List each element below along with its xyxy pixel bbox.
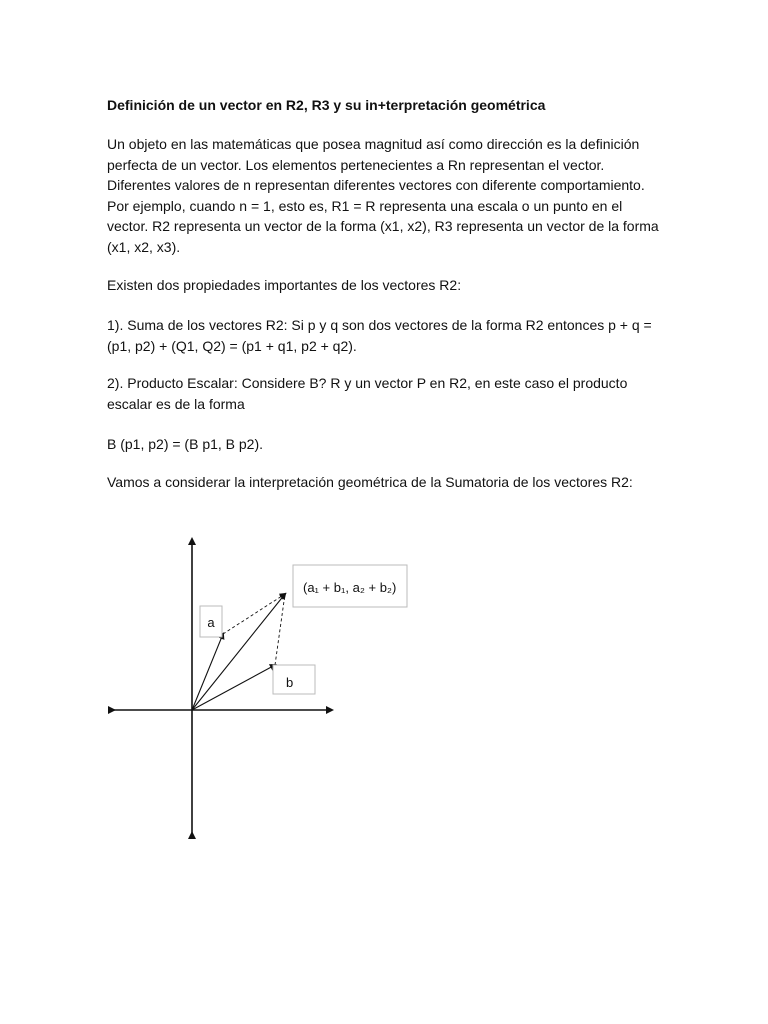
label-a: a [207,615,215,630]
sum-label: (a₁ + b₁, a₂ + b₂) [303,580,397,595]
paragraph-geometric-intro: Vamos a considerar la interpretación geométrica de la Sumatoria de los vectores R2: [107,474,633,490]
dashed-side-a [223,594,285,634]
paragraph-definition: Un objeto en las matemáticas que posea magnitud así como dirección es la definición perfecta de un vector. Los elementos pertenecientes a Rn representan el vector. Diferentes valores de n representan diferentes vectores con diferente comportamiento. Por ejemplo, cuando n = 1, esto es, R1 = R representa una escala o un punto en el vector. R2 representa un vector de la forma (x1, x2), R3 representa un vector de la forma (x1, x2, x3). [107,136,659,255]
label-b-box [273,665,315,694]
paragraph-properties-intro: Existen dos propiedades importantes de los vectores R2: [107,277,462,293]
vector-sum-diagram [100,525,420,845]
label-b: b [286,675,294,690]
paragraph-scalar-formula: B (p1, p2) = (B p1, B p2). [107,436,264,452]
paragraph-vector-sum: 1). Suma de los vectores R2: Si p y q son dos vectores de la forma R2 entonces p + q = (p1, p2) + (Q1, Q2) = (p1 + q1, p2 + q2). [107,317,652,354]
paragraph-scalar-product: 2). Producto Escalar: Considere B? R y un vector P en R2, en este caso el producto escalar es de la forma [107,375,628,412]
vector-a [192,634,223,710]
document-title: Definición de un vector en R2, R3 y su in+terpretación geométrica [107,97,546,113]
vector-b [192,665,275,710]
